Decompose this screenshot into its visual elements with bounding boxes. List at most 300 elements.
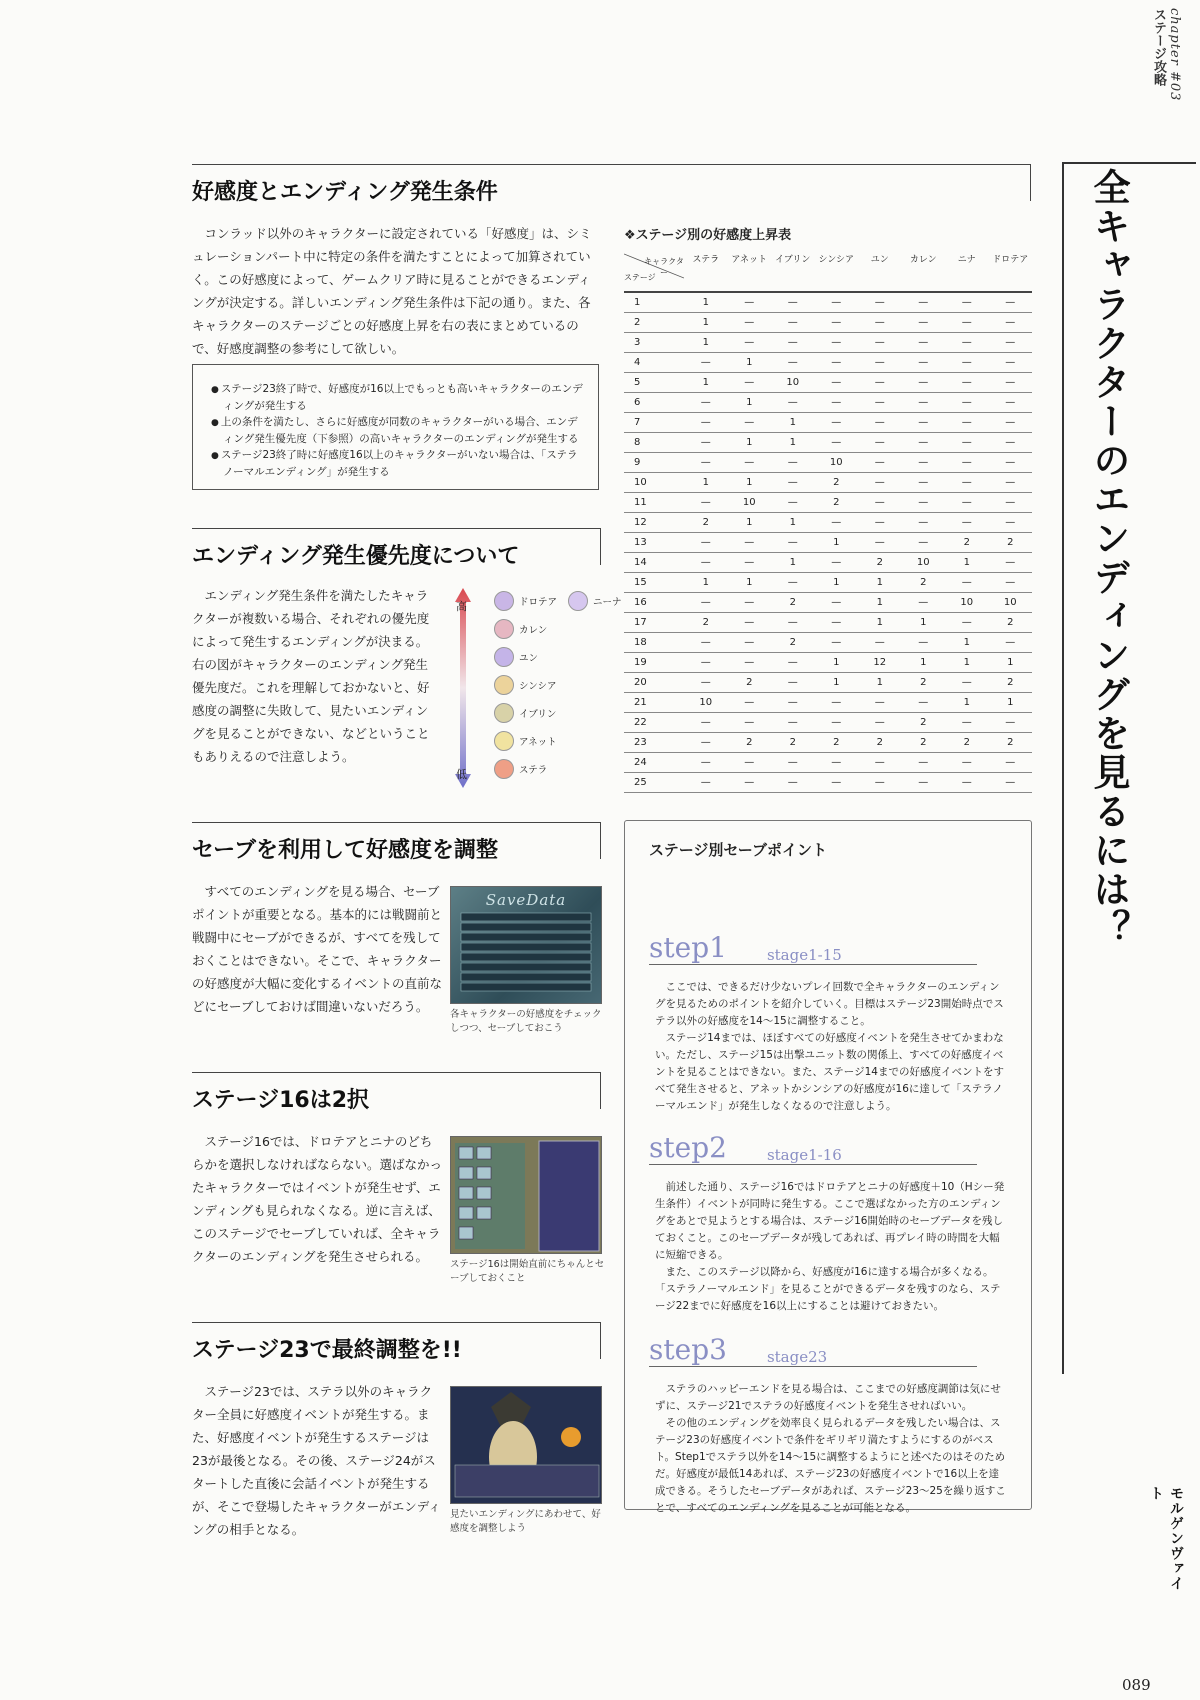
table-cell: — <box>989 313 1033 333</box>
table-cell: — <box>815 313 859 333</box>
table-cell: — <box>684 753 728 773</box>
stage-number-cell: 8 <box>624 433 684 453</box>
table-cell: 1 <box>771 433 815 453</box>
table-cell: — <box>771 693 815 713</box>
table-cell: 1 <box>771 513 815 533</box>
step-label: step2 <box>649 1131 761 1165</box>
table-cell: — <box>815 333 859 353</box>
table-cell: 1 <box>858 613 902 633</box>
table-cell: — <box>858 513 902 533</box>
stage-number-cell: 17 <box>624 613 684 633</box>
table-cell: — <box>771 613 815 633</box>
table-cell: 12 <box>858 653 902 673</box>
table-cell: — <box>902 533 946 553</box>
table-cell: — <box>771 453 815 473</box>
table-row <box>624 333 1032 353</box>
stage-number-cell: 25 <box>624 773 684 793</box>
column-header: ユン <box>858 246 902 292</box>
table-cell: — <box>945 513 989 533</box>
table-cell: — <box>989 773 1033 793</box>
table-cell: — <box>989 393 1033 413</box>
step-range: stage1-16 <box>761 1146 977 1165</box>
table-cell: — <box>858 693 902 713</box>
heading-text: ステージ16は2択 <box>192 1088 370 1113</box>
stage-number-cell: 23 <box>624 733 684 753</box>
column-header: アネット <box>728 246 772 292</box>
character-name: シンシア <box>519 681 557 692</box>
logo: モルゲンヴァイト <box>1148 1486 1184 1591</box>
character-name: ニーナ <box>593 597 622 608</box>
table-cell: — <box>902 333 946 353</box>
table-cell: — <box>684 433 728 453</box>
table-cell: 2 <box>771 593 815 613</box>
character-face-icon <box>494 703 514 723</box>
table-cell: — <box>728 533 772 553</box>
table-row <box>624 393 1032 413</box>
priority-item <box>494 702 622 724</box>
table-cell: — <box>989 753 1033 773</box>
priority-list <box>494 590 622 780</box>
stage-number-cell: 1 <box>624 292 684 313</box>
table-cell: 2 <box>989 533 1033 553</box>
savedata-title: SaveData <box>485 891 567 909</box>
column-header: イブリン <box>771 246 815 292</box>
stage-number-cell: 19 <box>624 653 684 673</box>
paragraph: その他のエンディングを効率良く見られるデータを残したい場合は、ステージ23の好感度イベントで条件をギリギリ満たすようにするのがベスト。Step1でステラ以外を14〜15に調整するようにと述べたのはそのためだ。好感度が最低14あれば、ステージ23の好感度イベントで16以上を達成できる。そうしたセーブデータがあれば、ステージ23〜25を繰り返すことで、すべてのエンディングを見ることが可能となる。 <box>655 1417 1006 1514</box>
table-cell: 2 <box>684 513 728 533</box>
table-cell: — <box>771 333 815 353</box>
character-name: カレン <box>519 625 548 636</box>
table-cell: — <box>728 713 772 733</box>
table-row <box>624 733 1032 753</box>
table-cell: — <box>945 713 989 733</box>
table-cell: — <box>728 413 772 433</box>
table-cell: — <box>858 313 902 333</box>
step-label: step3 <box>649 1333 761 1367</box>
savedata-list-graphic <box>451 909 602 1004</box>
table-row <box>624 513 1032 533</box>
conditions-box <box>192 364 599 490</box>
table-cell: 1 <box>815 653 859 673</box>
table-cell: — <box>902 292 946 313</box>
table-row <box>624 353 1032 373</box>
table-cell: — <box>858 353 902 373</box>
table-cell: — <box>945 753 989 773</box>
paragraph: ステラのハッピーエンドを見る場合は、ここまでの好感度調節は気にせずに、ステージ21でステラの好感度イベントを発生させればいい。 <box>655 1383 1001 1412</box>
column-header: シンシア <box>815 246 859 292</box>
step-block-3 <box>649 1333 1009 1517</box>
table-cell: — <box>989 333 1033 353</box>
table-cell: 2 <box>902 733 946 753</box>
table-cell: — <box>684 493 728 513</box>
table-cell: — <box>728 373 772 393</box>
table-cell: — <box>815 553 859 573</box>
chapter-label <box>1142 8 1182 118</box>
table-cell: — <box>858 773 902 793</box>
table-cell: — <box>771 673 815 693</box>
table-cell: — <box>902 453 946 473</box>
table-cell: — <box>815 373 859 393</box>
table-cell: — <box>902 413 946 433</box>
table-cell: — <box>902 513 946 533</box>
table-cell: — <box>989 453 1033 473</box>
table-cell: — <box>684 733 728 753</box>
table-cell: — <box>902 593 946 613</box>
save-body <box>192 880 442 1018</box>
stage-number-cell: 14 <box>624 553 684 573</box>
condition-item: ● ステージ23終了時に好感度16以上のキャラクターがいない場合は、「ステラノーマルエンディング」が発生する <box>211 447 584 480</box>
table-cell: — <box>902 753 946 773</box>
table-cell: — <box>771 473 815 493</box>
table-row <box>624 292 1032 313</box>
priority-low-label: 低 <box>456 768 467 781</box>
priority-high-label: 高 <box>456 600 467 613</box>
table-cell: — <box>989 633 1033 653</box>
condition-item: ● ステージ23終了時で、好感度が16以上でもっとも高いキャラクターのエンディングが発生する <box>211 381 584 414</box>
table-cell: 1 <box>989 693 1033 713</box>
table-cell: — <box>945 473 989 493</box>
stage-number-cell: 18 <box>624 633 684 653</box>
table-cell: — <box>815 693 859 713</box>
table-cell: 10 <box>771 373 815 393</box>
stage16-body <box>192 1130 442 1268</box>
page-number: 089 <box>1122 1676 1151 1694</box>
table-cell: — <box>684 553 728 573</box>
table-cell: — <box>771 292 815 313</box>
table-cell: — <box>902 473 946 493</box>
table-cell: 2 <box>858 733 902 753</box>
table-cell: 10 <box>945 593 989 613</box>
table-cell: 2 <box>771 733 815 753</box>
stage-number-cell: 3 <box>624 333 684 353</box>
column-header: ニナ <box>945 246 989 292</box>
table-cell: — <box>728 593 772 613</box>
heading-text: ステージ23で最終調整を!! <box>192 1338 462 1363</box>
table-row <box>624 313 1032 333</box>
table-cell: — <box>858 713 902 733</box>
stage-number-cell: 6 <box>624 393 684 413</box>
table-cell: — <box>728 613 772 633</box>
table-cell: — <box>728 333 772 353</box>
table-cell: 10 <box>815 453 859 473</box>
priority-item-top <box>494 590 622 612</box>
table-cell: — <box>989 353 1033 373</box>
table-cell: — <box>858 753 902 773</box>
table-cell: 1 <box>728 513 772 533</box>
character-face-icon <box>494 647 514 667</box>
savepoints-heading: ステージ別セーブポイント <box>649 841 828 859</box>
stage-number-cell: 15 <box>624 573 684 593</box>
save-caption: 各キャラクターの好感度をチェックしつつ、セーブしておこう <box>450 1009 602 1034</box>
table-cell: — <box>684 773 728 793</box>
table-cell: — <box>945 292 989 313</box>
table-cell: 2 <box>902 573 946 593</box>
table-cell: — <box>728 313 772 333</box>
table-cell: — <box>902 693 946 713</box>
step-block-2 <box>649 1131 1009 1315</box>
table-cell: — <box>815 433 859 453</box>
table-cell: — <box>989 553 1033 573</box>
heading-text: 好感度とエンディング発生条件 <box>192 180 498 205</box>
table-cell: — <box>945 573 989 593</box>
table-cell: — <box>902 373 946 393</box>
table-cell: — <box>815 353 859 373</box>
condition-item: ● 上の条件を満たし、さらに好感度が同数のキャラクターがいる場合、エンディング発生優先度（下参照）の高いキャラクターのエンディングが発生する <box>211 414 584 447</box>
table-cell: — <box>989 413 1033 433</box>
step-text <box>649 979 1009 1115</box>
paragraph: ここでは、できるだけ少ないプレイ回数で全キャラクターのエンディングを見るためのポイントを紹介していく。目標はステージ23開始時点でステラ以外の好感度を14〜15に調整すること。 <box>655 981 1004 1027</box>
stage16-caption: ステージ16は開始直前にちゃんとセーブしておくこと <box>450 1259 605 1284</box>
step-label: step1 <box>649 931 761 965</box>
table-cell: — <box>989 493 1033 513</box>
table-cell: — <box>945 413 989 433</box>
table-row <box>624 653 1032 673</box>
table-cell: — <box>815 413 859 433</box>
table-cell: — <box>815 753 859 773</box>
table-cell: — <box>771 353 815 373</box>
chapter-number: chapter #03 <box>1167 8 1182 102</box>
table-cell: 2 <box>684 613 728 633</box>
table-row <box>624 553 1032 573</box>
table-cell: — <box>815 593 859 613</box>
table-cell: 1 <box>728 393 772 413</box>
table-cell: 2 <box>815 473 859 493</box>
table-cell: 1 <box>989 653 1033 673</box>
table-cell: 2 <box>902 713 946 733</box>
table-cell: — <box>945 393 989 413</box>
table-cell: 2 <box>945 733 989 753</box>
stage-number-cell: 12 <box>624 513 684 533</box>
table-cell: — <box>684 593 728 613</box>
table-cell: — <box>771 533 815 553</box>
stage23-scene-graphic <box>451 1387 602 1504</box>
table-cell: — <box>728 453 772 473</box>
table-cell: — <box>945 493 989 513</box>
section-heading-priority <box>192 528 601 569</box>
table-cell: 2 <box>728 673 772 693</box>
table-cell: — <box>858 493 902 513</box>
priority-arrow-icon <box>453 588 473 788</box>
table-cell: 1 <box>728 473 772 493</box>
table-cell: — <box>815 713 859 733</box>
table-cell: — <box>989 292 1033 313</box>
character-face-icon <box>494 619 514 639</box>
stage23-caption: 見たいエンディングにあわせて、好感度を調整しよう <box>450 1509 601 1534</box>
table-cell: 1 <box>902 653 946 673</box>
table-cell: 10 <box>684 693 728 713</box>
column-header: カレン <box>902 246 946 292</box>
table-cell: 1 <box>815 573 859 593</box>
main-title: 全キャラクターのエンディングを見るには？ <box>1087 168 1130 948</box>
table-cell: 1 <box>728 573 772 593</box>
table-cell: — <box>815 513 859 533</box>
table-cell: 2 <box>989 673 1033 693</box>
table-row <box>624 713 1032 733</box>
priority-item <box>494 758 622 780</box>
table-cell: 1 <box>945 633 989 653</box>
section-heading-stage16 <box>192 1072 601 1113</box>
table-cell: 1 <box>945 653 989 673</box>
stage-number-cell: 24 <box>624 753 684 773</box>
table-cell: — <box>815 773 859 793</box>
stage-number-cell: 22 <box>624 713 684 733</box>
table-cell: 1 <box>815 533 859 553</box>
table-row <box>624 673 1032 693</box>
stage-number-cell: 9 <box>624 453 684 473</box>
character-name: ステラ <box>519 765 548 776</box>
table-cell: 1 <box>945 693 989 713</box>
table-cell: 2 <box>815 493 859 513</box>
table-cell: 1 <box>771 413 815 433</box>
table-cell: — <box>858 473 902 493</box>
table-cell: — <box>902 493 946 513</box>
priority-item <box>494 646 622 668</box>
table-row <box>624 373 1032 393</box>
priority-item <box>494 674 622 696</box>
affinity-table <box>624 246 1032 793</box>
table-cell: — <box>858 333 902 353</box>
affinity-body <box>192 222 600 360</box>
paragraph: また、このステージ以降から、好感度が16に達する場合が多くなる。「ステラノーマルエンド」を見ることができるデータを残すのなら、ステージ22までに好感度を16以上にすることは避けておきたい。 <box>655 1266 1001 1312</box>
table-row <box>624 633 1032 653</box>
table-cell: — <box>771 493 815 513</box>
table-cell: — <box>858 533 902 553</box>
character-face-icon <box>494 675 514 695</box>
table-cell: — <box>684 713 728 733</box>
stage-number-cell: 10 <box>624 473 684 493</box>
table-cell: 1 <box>684 313 728 333</box>
table-cell: — <box>858 292 902 313</box>
table-cell: — <box>815 613 859 633</box>
table-cell: 1 <box>684 573 728 593</box>
section-heading-save <box>192 822 601 863</box>
savedata-screenshot <box>450 886 602 1004</box>
table-cell: — <box>945 313 989 333</box>
table-cell: — <box>858 393 902 413</box>
table-cell: — <box>945 453 989 473</box>
table-cell: — <box>815 393 859 413</box>
table-cell: — <box>728 553 772 573</box>
paragraph: ステージ23では、ステラ以外のキャラクター全員に好感度イベントが発生する。また、好感度イベントが発生するステージは23が最後となる。その後、ステージ24がスタートした直後に会話イベントが発生するが、そこで登場したキャラクターがエンディングの相手となる。 <box>192 1384 441 1537</box>
table-cell: — <box>684 633 728 653</box>
table-cell: 1 <box>945 553 989 573</box>
table-corner <box>624 246 684 292</box>
table-cell: — <box>902 633 946 653</box>
stage16-map-graphic <box>451 1137 602 1254</box>
table-cell: — <box>771 393 815 413</box>
paragraph: ステージ14までは、ほぼすべての好感度イベントを発生させてかまわない。ただし、ステージ15は出撃ユニット数の関係上、すべての好感度イベントを見ることはできない。また、ステージ14までの好感度イベントをすべて発生させると、アネットかシンシアの好感度が16に達して「ステラノーマルエンド」が発生しなくなるので注意しよう。 <box>655 1032 1004 1112</box>
paragraph: ステージ16では、ドロテアとニナのどちらかを選択しなければならない。選ばなかったキャラクターではイベントが発生せず、エンディングも見られなくなる。逆に言えば、このステージでセーブしていれば、全キャラクターのエンディングを発生させられる。 <box>192 1134 443 1264</box>
table-cell: — <box>858 413 902 433</box>
column-header: ステラ <box>684 246 728 292</box>
table-cell: — <box>989 473 1033 493</box>
table-cell: — <box>945 373 989 393</box>
table-cell: — <box>945 773 989 793</box>
table-cell: — <box>728 773 772 793</box>
table-cell: 2 <box>989 613 1033 633</box>
table-row <box>624 493 1032 513</box>
table-cell: — <box>902 773 946 793</box>
table-cell: — <box>858 453 902 473</box>
step-text <box>649 1381 1009 1517</box>
table-cell: — <box>902 353 946 373</box>
priority-item <box>494 618 622 640</box>
character-face-icon <box>494 731 514 751</box>
table-cell: — <box>945 673 989 693</box>
section-heading-stage23 <box>192 1322 601 1363</box>
table-cell: — <box>728 292 772 313</box>
table-cell: — <box>945 433 989 453</box>
table-cell: — <box>989 433 1033 453</box>
step-text <box>649 1179 1009 1315</box>
heading-text: エンディング発生優先度について <box>192 544 520 569</box>
paragraph: エンディング発生条件を満たしたキャラクターが複数いる場合、それぞれの優先度によって発生するエンディングが決まる。右の図がキャラクターのエンディング発生優先度だ。これを理解しておかないと、好感度の調整に失敗して、見たいエンディングを見ることができない、などということもありえるので注意しよう。 <box>192 588 430 764</box>
table-cell: — <box>858 633 902 653</box>
step-range: stage23 <box>761 1348 977 1367</box>
table-row <box>624 413 1032 433</box>
character-name: ドロテア <box>519 597 558 608</box>
table-cell: — <box>728 653 772 673</box>
stage-number-cell: 11 <box>624 493 684 513</box>
table-row <box>624 693 1032 713</box>
table-cell: — <box>684 653 728 673</box>
priority-body <box>192 584 438 768</box>
table-cell: 1 <box>815 673 859 693</box>
paragraph: 前述した通り、ステージ16ではドロテアとニナの好感度＋10（Hシー発生条件）イベントが同時に発生する。ここで選ばなかった方のエンディングをあとで見ようとする場合は、ステージ16開始時のセーブデータを残しておくこと。このセーブデータが残してあれば、再プレイ時の時間を大幅に短縮できる。 <box>655 1181 1005 1261</box>
corner-top-label: キャラクター <box>644 257 684 277</box>
table-cell: 1 <box>684 333 728 353</box>
priority-item <box>494 730 622 752</box>
table-cell: — <box>771 573 815 593</box>
stage23-screenshot <box>450 1386 602 1504</box>
table-cell: 1 <box>728 353 772 373</box>
table-cell: — <box>858 433 902 453</box>
table-cell: 2 <box>815 733 859 753</box>
table-body <box>624 292 1032 793</box>
stage-number-cell: 21 <box>624 693 684 713</box>
table-row <box>624 773 1032 793</box>
table-cell: — <box>945 613 989 633</box>
character-face-icon <box>568 591 588 611</box>
table-cell: — <box>684 673 728 693</box>
table-cell: — <box>771 713 815 733</box>
table-cell: 1 <box>858 593 902 613</box>
table-header-row <box>624 246 1032 292</box>
table-cell: — <box>684 353 728 373</box>
table-cell: — <box>684 533 728 553</box>
savepoints-box <box>624 820 1032 1514</box>
table-cell: — <box>902 393 946 413</box>
character-face-icon <box>494 759 514 779</box>
table-row <box>624 453 1032 473</box>
table-row <box>624 573 1032 593</box>
table-cell: — <box>902 313 946 333</box>
table-cell: 1 <box>684 373 728 393</box>
table-cell: — <box>989 513 1033 533</box>
section-heading-affinity <box>192 164 1031 205</box>
table-cell: 1 <box>902 613 946 633</box>
character-name: アネット <box>519 737 557 748</box>
table-cell: 2 <box>945 533 989 553</box>
stage-number-cell: 13 <box>624 533 684 553</box>
table-cell: — <box>815 292 859 313</box>
table-cell: — <box>771 653 815 673</box>
table-cell: — <box>728 693 772 713</box>
paragraph: すべてのエンディングを見る場合、セーブポイントが重要となる。基本的には戦闘前と戦闘中にセーブができるが、すべてを残しておくことはできない。そこで、キャラクターの好感度が大幅に変化するイベントの直前などにセーブしておけば間違いないだろう。 <box>192 884 443 1014</box>
table-row <box>624 753 1032 773</box>
table-row <box>624 473 1032 493</box>
step-block-1 <box>649 931 1009 1115</box>
